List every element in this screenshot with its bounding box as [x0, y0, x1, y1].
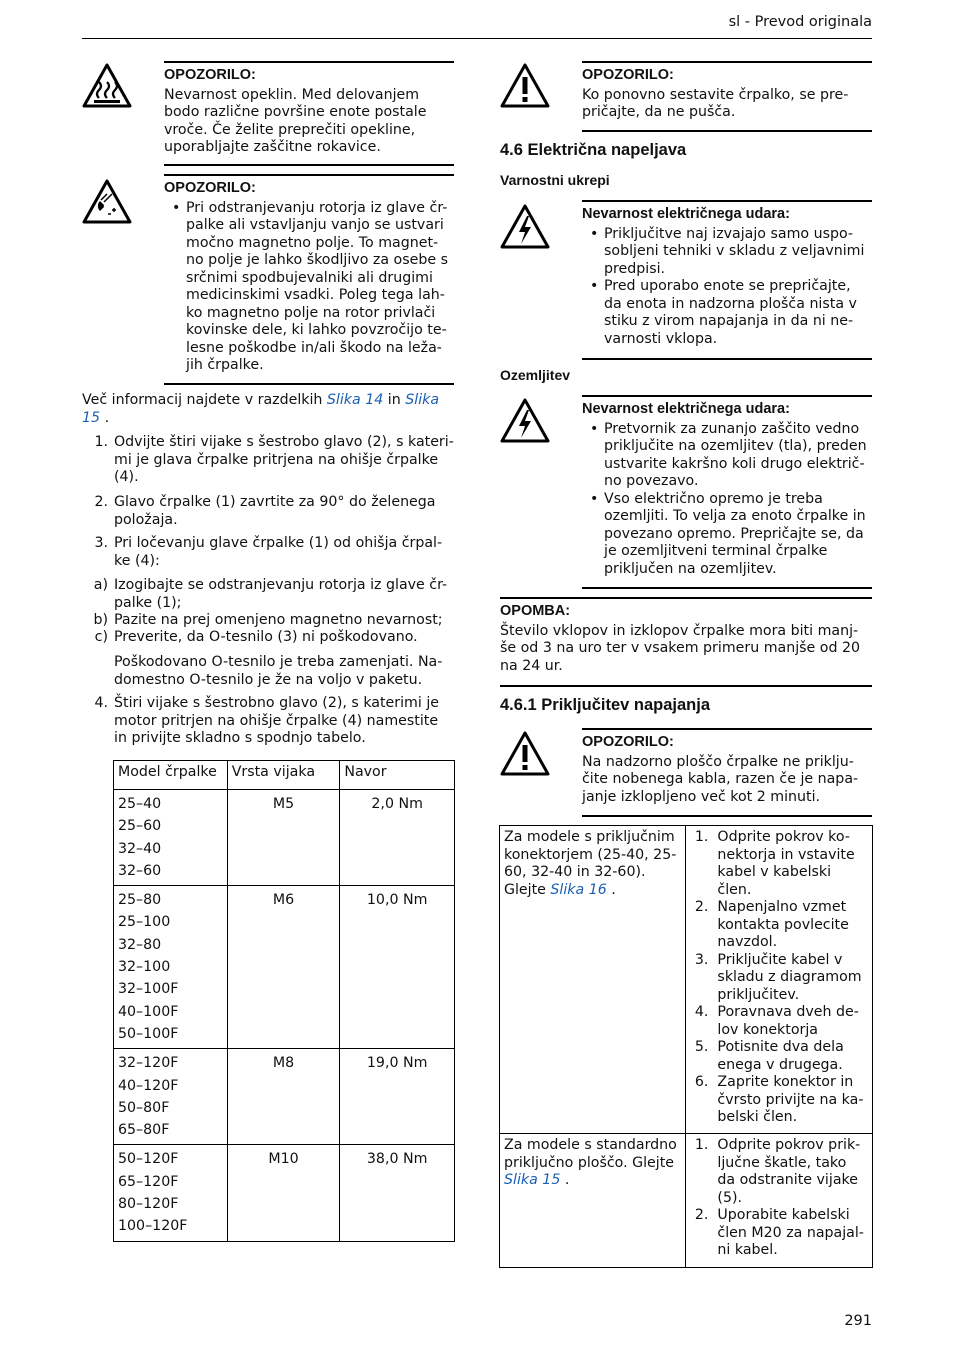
model-cell — [114, 1049, 228, 1145]
torque-cell — [340, 1145, 455, 1241]
warning-title: Nevarnost električnega udara: — [582, 401, 790, 417]
warning-bullet: • Pretvornik za zunanjo zaščito vedno priključite na ozemljitev (tla), preden ustvarite kakršno koli drugo električ- no povezavo. — [604, 421, 872, 491]
list-text: Napenjalno vzmet kontakta povlecite navzdol. — [717, 899, 849, 950]
model-cell — [114, 1145, 228, 1241]
table-row — [114, 886, 455, 1049]
cell-text: . — [606, 881, 616, 898]
model-value: 65–80F — [118, 1122, 170, 1139]
model-description-cell — [500, 826, 686, 1134]
note-title: OPOMBA: — [500, 603, 571, 619]
model-value: 65–120F — [118, 1173, 179, 1190]
list-item — [82, 577, 454, 612]
reassembly-warning — [582, 61, 872, 132]
model-value: 32–120F — [118, 1055, 179, 1072]
model-value: 80–120F — [118, 1196, 179, 1213]
model-value: 25–100 — [118, 914, 171, 931]
list-item: 2. Napenjalno vzmet kontakta povlecite navzdol. — [694, 899, 849, 950]
screw-cell — [227, 886, 340, 1049]
warning-title: OPOZORILO: — [164, 67, 256, 83]
header-rule — [82, 38, 872, 39]
list-text: Uporabite kabelski člen M20 za napajal- ni kabel. — [717, 1207, 864, 1258]
subsection-heading: Varnostni ukrepi — [500, 172, 610, 188]
list-text: Potisnite dva dela enega v drugega. — [717, 1039, 844, 1073]
torque-value: 2,0 Nm — [371, 796, 423, 812]
link-slika-14[interactable]: Slika 14 — [326, 392, 384, 408]
torque-value: 10,0 Nm — [366, 892, 428, 909]
model-value: 32–100 — [118, 959, 171, 976]
table-header: Navor — [340, 761, 455, 790]
warning-bullet: • Pri odstranjevanju rotorja iz glave čr- palke ali vstavljanju vanjo se ustvari močno magnetno polje. To magnet- no polje je lahko škodljivo za osebe s srčnimi spodbujevalniki ali drugimi medicinskimi vsadki. Poleg tega lah- ko magnetno polje na rotor privlači kovinske dele, ki lahko povzročijo te- lesne poškodbe in/ali škodo na leža- jih črpalke. — [186, 200, 454, 375]
note-text: Število vklopov in izklopov črpalke mora biti manj- še od 3 na uro ter v vsakem primeru manjše od 20 na 24 ur. — [500, 622, 861, 674]
list-item — [82, 434, 454, 487]
cell-text: Za modele s standardno priključno ploščo. Glejte — [504, 1137, 677, 1171]
warning-text: Nevarnost opeklin. Med delovanjem bodo različne površine enote postale vroče. Če želite preprečiti opekline, uporabljajte zaščitne rokavice. — [164, 86, 427, 155]
grounding-warning — [582, 395, 872, 589]
link-slika-15[interactable]: Slika 15 — [82, 392, 440, 426]
torque-value: 19,0 Nm — [366, 1055, 428, 1072]
screw-cell — [227, 1145, 340, 1241]
warning-text: Na nadzorno ploščo črpalke ne priklju- čite nobenega kabla, razen če je napa- janje izklopljeno več kot 2 minuti. — [582, 753, 859, 805]
model-value: 50–120F — [118, 1151, 179, 1168]
list-number: 3. — [94, 535, 108, 551]
list-item: 1. Odprite pokrov prik- ljučne škatle, tako da odstranite vijake (5). — [694, 1137, 861, 1206]
intro-text: Več informacij najdete v razdelkih — [82, 392, 327, 408]
link-slika-15[interactable]: Slika 15 — [504, 1172, 561, 1188]
list-text: Priključite kabel v skladu z diagramom priključitev. — [717, 951, 862, 1003]
intro-text: . — [100, 409, 110, 426]
warning-bullet: • Pred uporabo enote se prepričajte, da enota in nadzorna plošča nista v stiku z virom napajanja in da ni ne- varnosti vklopa. — [604, 278, 872, 348]
model-cell — [114, 790, 228, 886]
hot-surface-warning-icon — [82, 62, 132, 112]
warning-title: OPOZORILO: — [582, 734, 674, 750]
list-item — [82, 494, 454, 529]
screw-cell — [227, 1049, 340, 1145]
model-value: 40–100F — [118, 1003, 179, 1020]
model-value: 50–100F — [118, 1025, 179, 1042]
list-item — [82, 535, 454, 570]
general-warning-icon — [500, 62, 550, 112]
table-row — [114, 1145, 455, 1241]
list-item — [82, 612, 454, 630]
power-off-warning — [582, 728, 872, 817]
page-header: sl - Prevod originala — [728, 14, 872, 30]
warning-title: Nevarnost električnega udara: — [582, 206, 790, 222]
model-value: 32–80 — [118, 936, 162, 953]
list-item: 5. Potisnite dva dela enega v drugega. — [694, 1039, 844, 1073]
table-row — [500, 1134, 873, 1268]
model-value: 25–60 — [118, 818, 162, 835]
list-number: b) — [93, 612, 108, 628]
table-header: Vrsta vijaka — [227, 761, 340, 790]
list-number: a) — [93, 577, 108, 593]
warning-text: Ko ponovno sestavite črpalko, se pre- pričajte, da ne pušča. — [582, 86, 849, 120]
table-header-row — [114, 761, 455, 790]
instructions-cell — [686, 1134, 873, 1268]
list-text: Pri ločevanju glave črpalke (1) od ohišja črpal- ke (4): — [114, 535, 443, 569]
link-slika-16[interactable]: Slika 16 — [550, 881, 607, 898]
list-text: Pazite na prej omenjeno magnetno nevarnost; — [114, 612, 443, 628]
warning-bullet: • Priključitve naj izvajajo samo uspo- sobljeni tehniki v skladu z veljavnimi predpisi. — [604, 226, 872, 279]
model-value: 40–120F — [118, 1077, 179, 1094]
list-text: Zaprite konektor in čvrsto privijte na ka- belski člen. — [717, 1074, 864, 1125]
subsection-heading: Ozemljitev — [500, 367, 571, 383]
torque-table — [113, 760, 455, 1242]
model-value: 32–100F — [118, 981, 179, 998]
magnetic-field-warning-icon — [82, 178, 132, 228]
table-row — [500, 826, 873, 1134]
list-item: 1. Odprite pokrov ko- nektorja in vstavite kabel v kabelski člen. — [694, 829, 855, 898]
model-value: 50–80F — [118, 1099, 170, 1116]
list-number: 2. — [94, 494, 108, 510]
general-warning-icon — [500, 730, 550, 780]
section-heading: 4.6 Električna napeljava — [500, 141, 687, 159]
list-text: Preverite, da O-tesnilo (3) ni poškodovano. — [114, 629, 418, 645]
torque-cell — [340, 1049, 455, 1145]
list-number: 4. — [94, 695, 108, 711]
screw-cell — [227, 790, 340, 886]
warning-title: OPOZORILO: — [582, 67, 674, 83]
intro-text: in — [383, 392, 406, 408]
list-item: 6. Zaprite konektor in čvrsto privijte na ka- belski člen. — [694, 1074, 864, 1125]
list-item — [82, 629, 454, 647]
list-text: Odprite pokrov prik- ljučne škatle, tako da odstranite vijake (5). — [717, 1137, 861, 1206]
list-item: 2. Uporabite kabelski člen M20 za napajal- ni kabel. — [694, 1207, 864, 1258]
list-text: Poravnava dveh de- lov konektorja — [717, 1004, 859, 1038]
model-value: 25–40 — [118, 796, 162, 812]
list-number: 1. — [94, 434, 108, 450]
subsection-heading: 4.6.1 Priključitev napajanja — [500, 696, 711, 714]
cell-text: Za modele s priključnim konektorjem (25-40, 25-60, 32-40 in 32-60). Glejte — [504, 829, 677, 898]
model-description-cell — [500, 1134, 686, 1268]
list-number: c) — [94, 629, 108, 645]
screw-value: M8 — [272, 1055, 295, 1072]
list-item — [82, 695, 454, 748]
model-value: 32–60 — [118, 862, 162, 879]
list-item — [82, 654, 454, 689]
screw-value: M6 — [272, 892, 295, 909]
warning-title: OPOZORILO: — [164, 180, 256, 196]
electric-shock-warning — [582, 200, 872, 360]
model-value: 25–80 — [118, 892, 162, 909]
torque-cell — [340, 886, 455, 1049]
torque-value: 38,0 Nm — [366, 1151, 428, 1168]
list-text: Odprite pokrov ko- nektorja in vstavite kabel v kabelski člen. — [717, 829, 855, 898]
magnetic-field-warning — [164, 174, 454, 385]
list-text: Glavo črpalke (1) zavrtite za 90° do želenega položaja. — [114, 494, 436, 528]
instructions-cell — [686, 826, 873, 1134]
list-item: 3. Priključite kabel v skladu z diagramom priključitev. — [694, 951, 862, 1003]
warning-bullet: • Vso električno opremo je treba ozemljiti. To velja za enoto črpalke in povezano opremo. Prepričajte se, da je ozemljitveni terminal črpalke priključen na ozemljitev. — [604, 491, 872, 579]
page-number: 291 — [844, 1313, 872, 1329]
table-row — [114, 790, 455, 886]
list-item: 4. Poravnava dveh de- lov konektorja — [694, 1004, 859, 1038]
model-value: 100–120F — [118, 1218, 188, 1235]
screw-value: M5 — [272, 796, 295, 812]
hot-surface-warning — [164, 61, 454, 166]
model-cell — [114, 886, 228, 1049]
model-value: 32–40 — [118, 840, 162, 857]
connection-table — [499, 825, 873, 1268]
table-header: Model črpalke — [114, 761, 228, 790]
intro-paragraph — [82, 392, 454, 427]
screw-value: M10 — [268, 1151, 299, 1168]
electric-shock-icon — [500, 203, 550, 253]
electric-shock-icon — [500, 397, 550, 447]
list-text: Izogibajte se odstranjevanju rotorja iz glave čr- palke (1); — [114, 577, 448, 611]
note-box — [500, 597, 872, 687]
table-row — [114, 1049, 455, 1145]
cell-text: . — [560, 1172, 570, 1188]
torque-cell — [340, 790, 455, 886]
list-text: Poškodovano O-tesnilo je treba zamenjati. Na- domestno O-tesnilo je že na voljo v paketu. — [114, 654, 443, 688]
list-text: Štiri vijake s šestrobno glavo (2), s katerimi je motor pritrjen na ohišje črpalke (4) namestite in privijte skladno s spodnjo tabelo. — [114, 695, 439, 746]
list-text: Odvijte štiri vijake s šestrobo glavo (2), s kateri- mi je glava črpalke pritrjena na ohišje črpalke (4). — [114, 434, 454, 485]
